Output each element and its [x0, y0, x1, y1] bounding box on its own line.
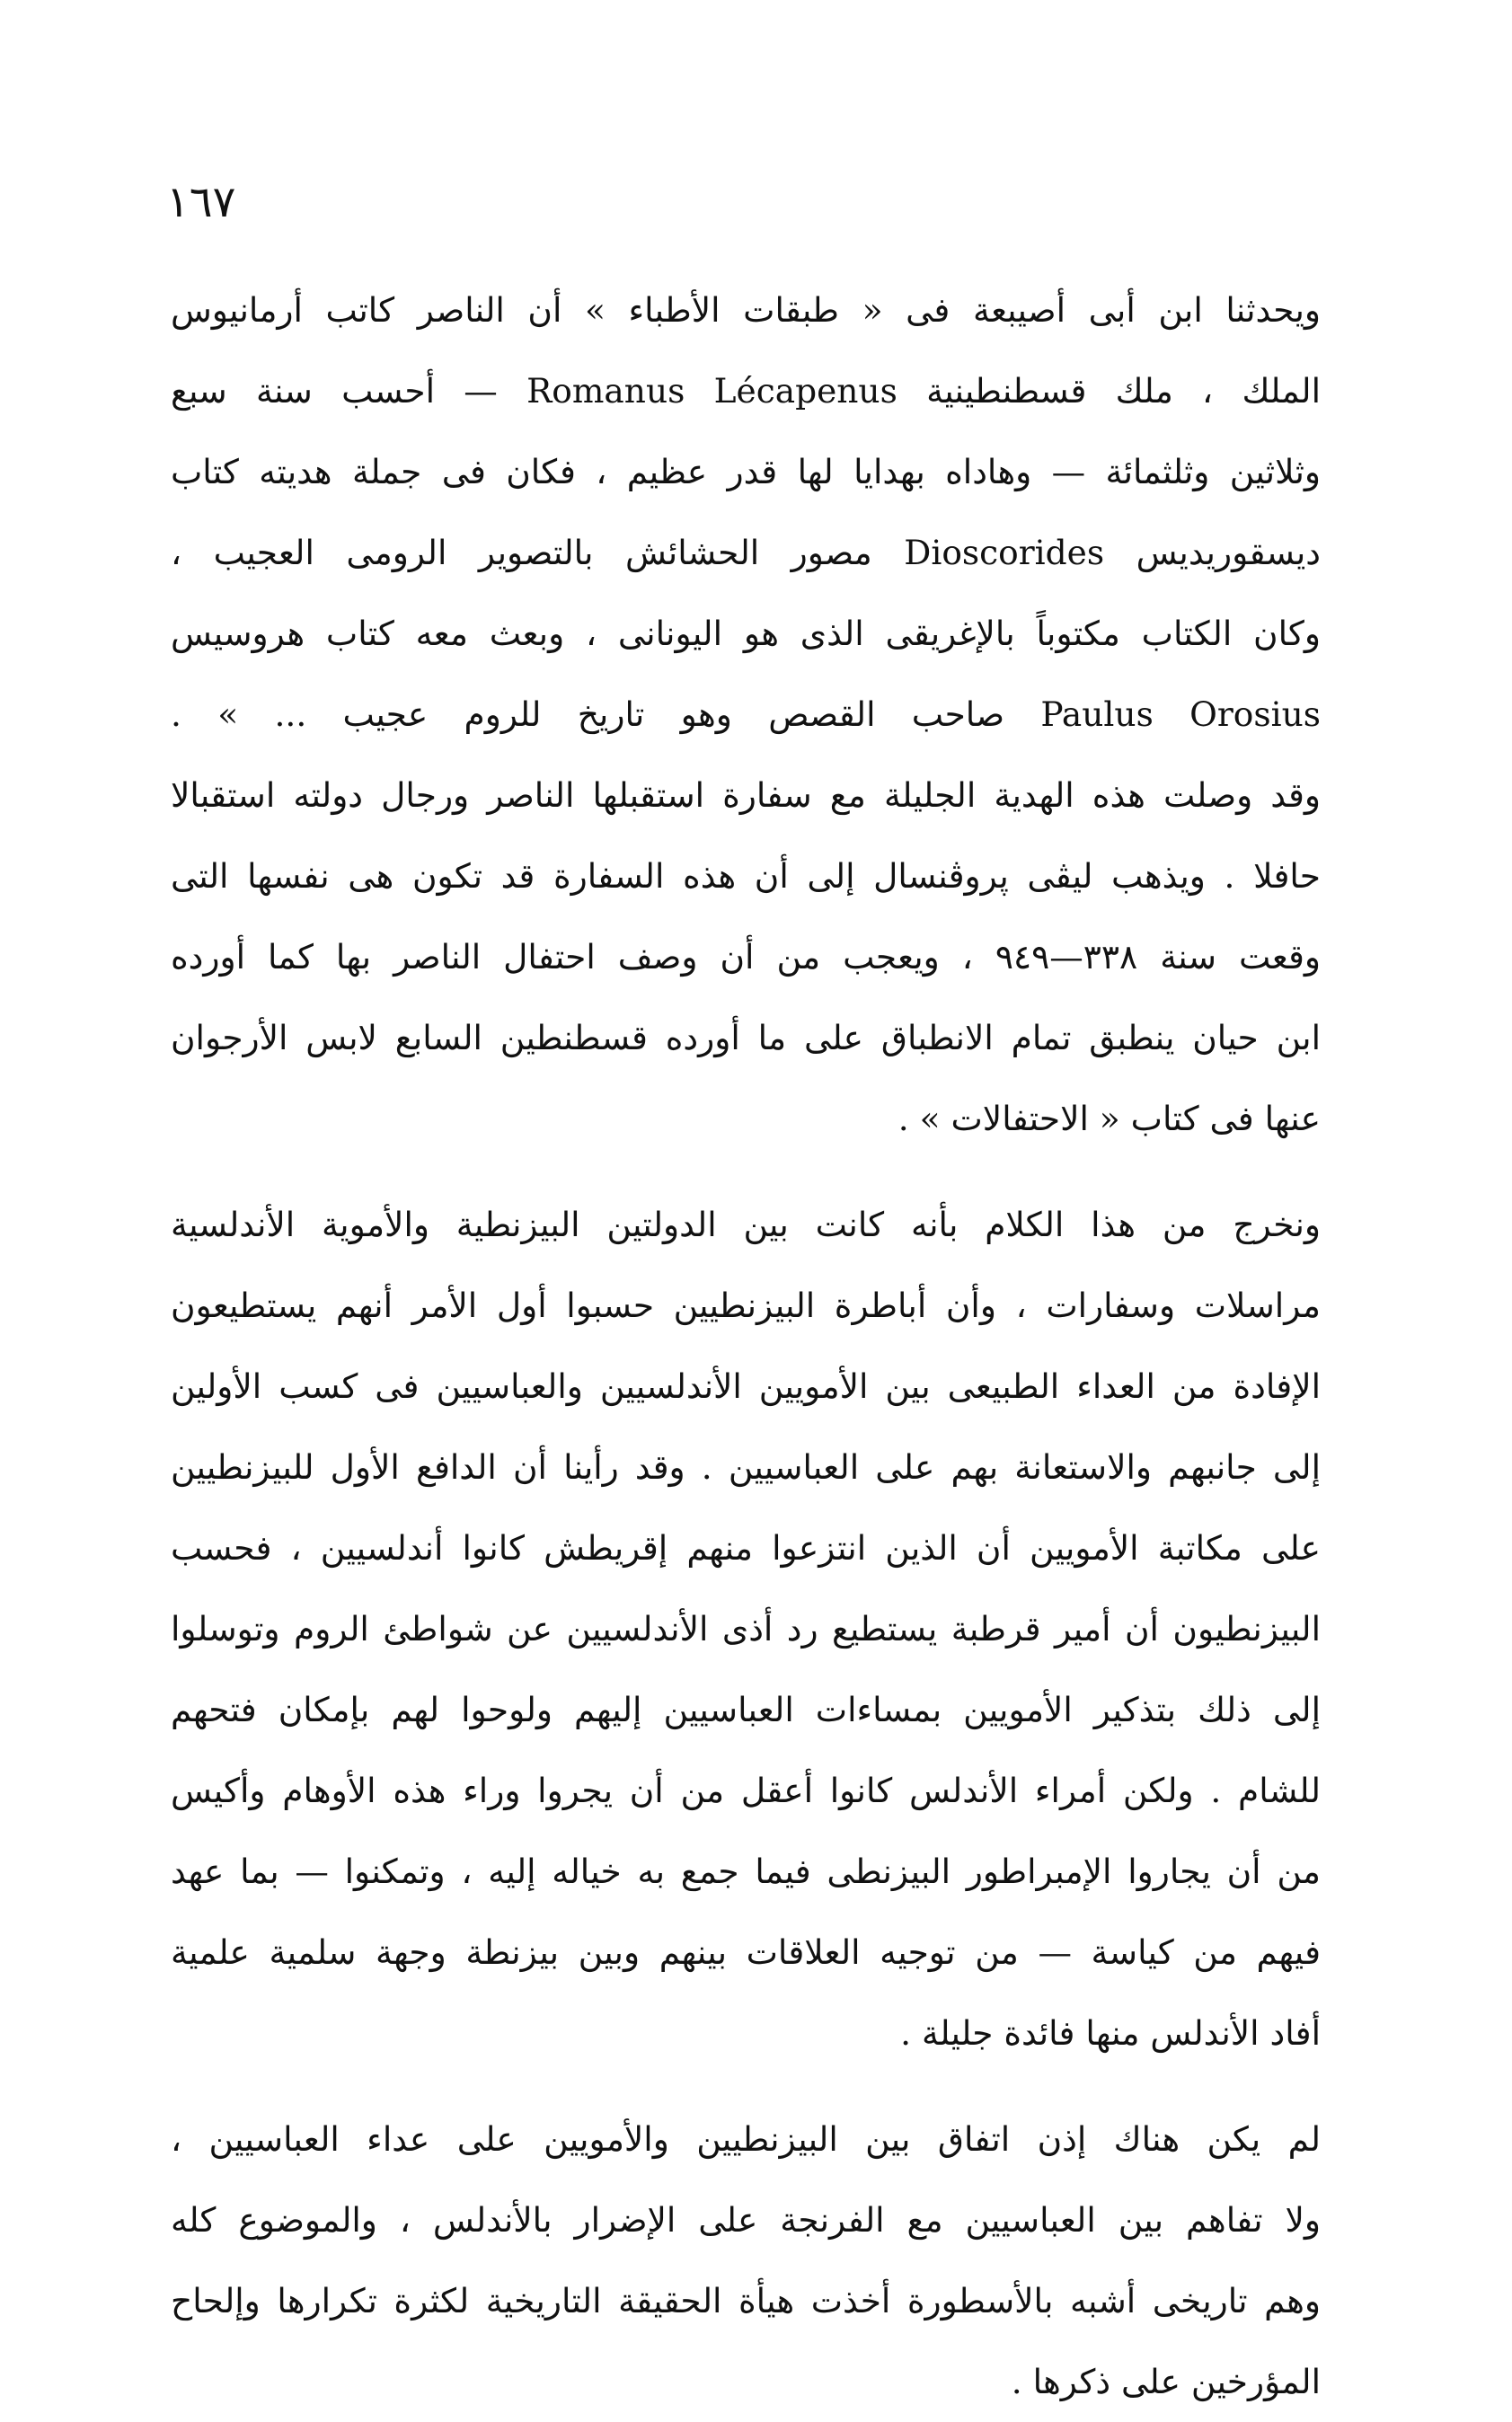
text-line: فيهم من كياسة — من توجيه العلاقات بينهم وبين بيزنطة وجهة سلمية علمية: [171, 1932, 1321, 1972]
text-line: المؤرخين على ذكرها .: [1011, 2362, 1321, 2401]
text-line: عنها فى كتاب « الاحتفالات » .: [897, 1099, 1321, 1138]
text-line: وقعت سنة ٣٣٨—٩٤٩ ، ويعجب من أن وصف احتفال الناصر بها كما أورده: [171, 937, 1321, 977]
text-line: البيزنطيون أن أمير قرطبة يستطيع رد أذى الأندلسيين عن شواطئ الروم وتوسلوا: [171, 1609, 1321, 1649]
text-line: إلى جانبهم والاستعانة بهم على العباسيين . وقد رأينا أن الدافع الأول للبيزنطيين: [171, 1447, 1321, 1487]
text-line: ونخرج من هذا الكلام بأنه كانت بين الدولتين البيزنطية والأموية الأندلسية: [171, 1205, 1321, 1244]
text-line: وهم تاريخى أشبه بالأسطورة أخذت هيأة الحقيقة التاريخية لكثرة تكرارها وإلحاح: [171, 2281, 1321, 2320]
paragraph-3: [171, 2099, 1321, 2422]
text-line: على مكاتبة الأمويين أن الذين انتزعوا منهم إقريطش كانوا أندلسيين ، فحسب: [171, 1528, 1321, 1568]
text-line: من أن يجاروا الإمبراطور البيزنطى فيما جمع به خياله إليه ، وتمكنوا — بما عهد: [171, 1852, 1321, 1891]
text-line: وثلاثين وثلثمائة — وهاداه بهدايا لها قدر عظيم ، فكان فى جملة هديته كتاب: [171, 452, 1321, 491]
paragraph-2: [171, 1184, 1321, 2073]
text-line: حافلا . ويذهب ليڤى پروڤنسال إلى أن هذه السفارة قد تكون هى نفسها التى: [171, 856, 1321, 896]
text-line: ديسقوريديس Dioscorides مصور الحشائش بالتصوير الرومى العجيب ،: [171, 533, 1321, 572]
text-line: وقد وصلت هذه الهدية الجليلة مع سفارة استقبلها الناصر ورجال دولته استقبالا: [171, 775, 1321, 815]
page-number: ١٦٧: [166, 177, 236, 227]
paragraph-gap: [171, 1159, 1321, 1184]
text-line: الإفادة من العداء الطبيعى بين الأمويين الأندلسيين والعباسيين فى كسب الأولين: [171, 1366, 1321, 1406]
paragraph-gap: [171, 2073, 1321, 2099]
text-line: Paulus Orosius صاحب القصص وهو تاريخ للروم عجيب ... » .: [171, 694, 1321, 734]
text-line: لم يكن هناك إذن اتفاق بين البيزنطيين والأمويين على عداء العباسيين ،: [171, 2119, 1321, 2159]
text-line: ويحدثنا ابن أبى أصيبعة فى « طبقات الأطباء » أن الناصر كاتب أرمانيوس: [171, 290, 1321, 330]
text-line: مراسلات وسفارات ، وأن أباطرة البيزنطيين حسبوا أول الأمر أنهم يستطيعون: [171, 1286, 1321, 1325]
text-line: وكان الكتاب مكتوباً بالإغريقى الذى هو اليونانى ، وبعث معه كتاب هروسيس: [171, 614, 1321, 653]
body-text: [171, 270, 1321, 2422]
text-line: أفاد الأندلس منها فائدة جليلة .: [900, 2013, 1321, 2053]
text-line: ولا تفاهم بين العباسيين مع الفرنجة على الإضرار بالأندلس ، والموضوع كله: [171, 2200, 1321, 2240]
paragraph-1: [171, 270, 1321, 1159]
text-line: ابن حيان ينطبق تمام الانطباق على ما أورده قسطنطين السابع لابس الأرجوان: [171, 1018, 1321, 1057]
text-line: للشام . ولكن أمراء الأندلس كانوا أعقل من أن يجروا وراء هذه الأوهام وأكيس: [171, 1771, 1321, 1810]
text-line: إلى ذلك بتذكير الأمويين بمساءات العباسيين إليهم ولوحوا لهم بإمكان فتحهم: [171, 1690, 1321, 1729]
text-line: الملك ، ملك قسطنطينية Romanus Lécapenus — أحسب سنة سبع: [171, 371, 1321, 411]
